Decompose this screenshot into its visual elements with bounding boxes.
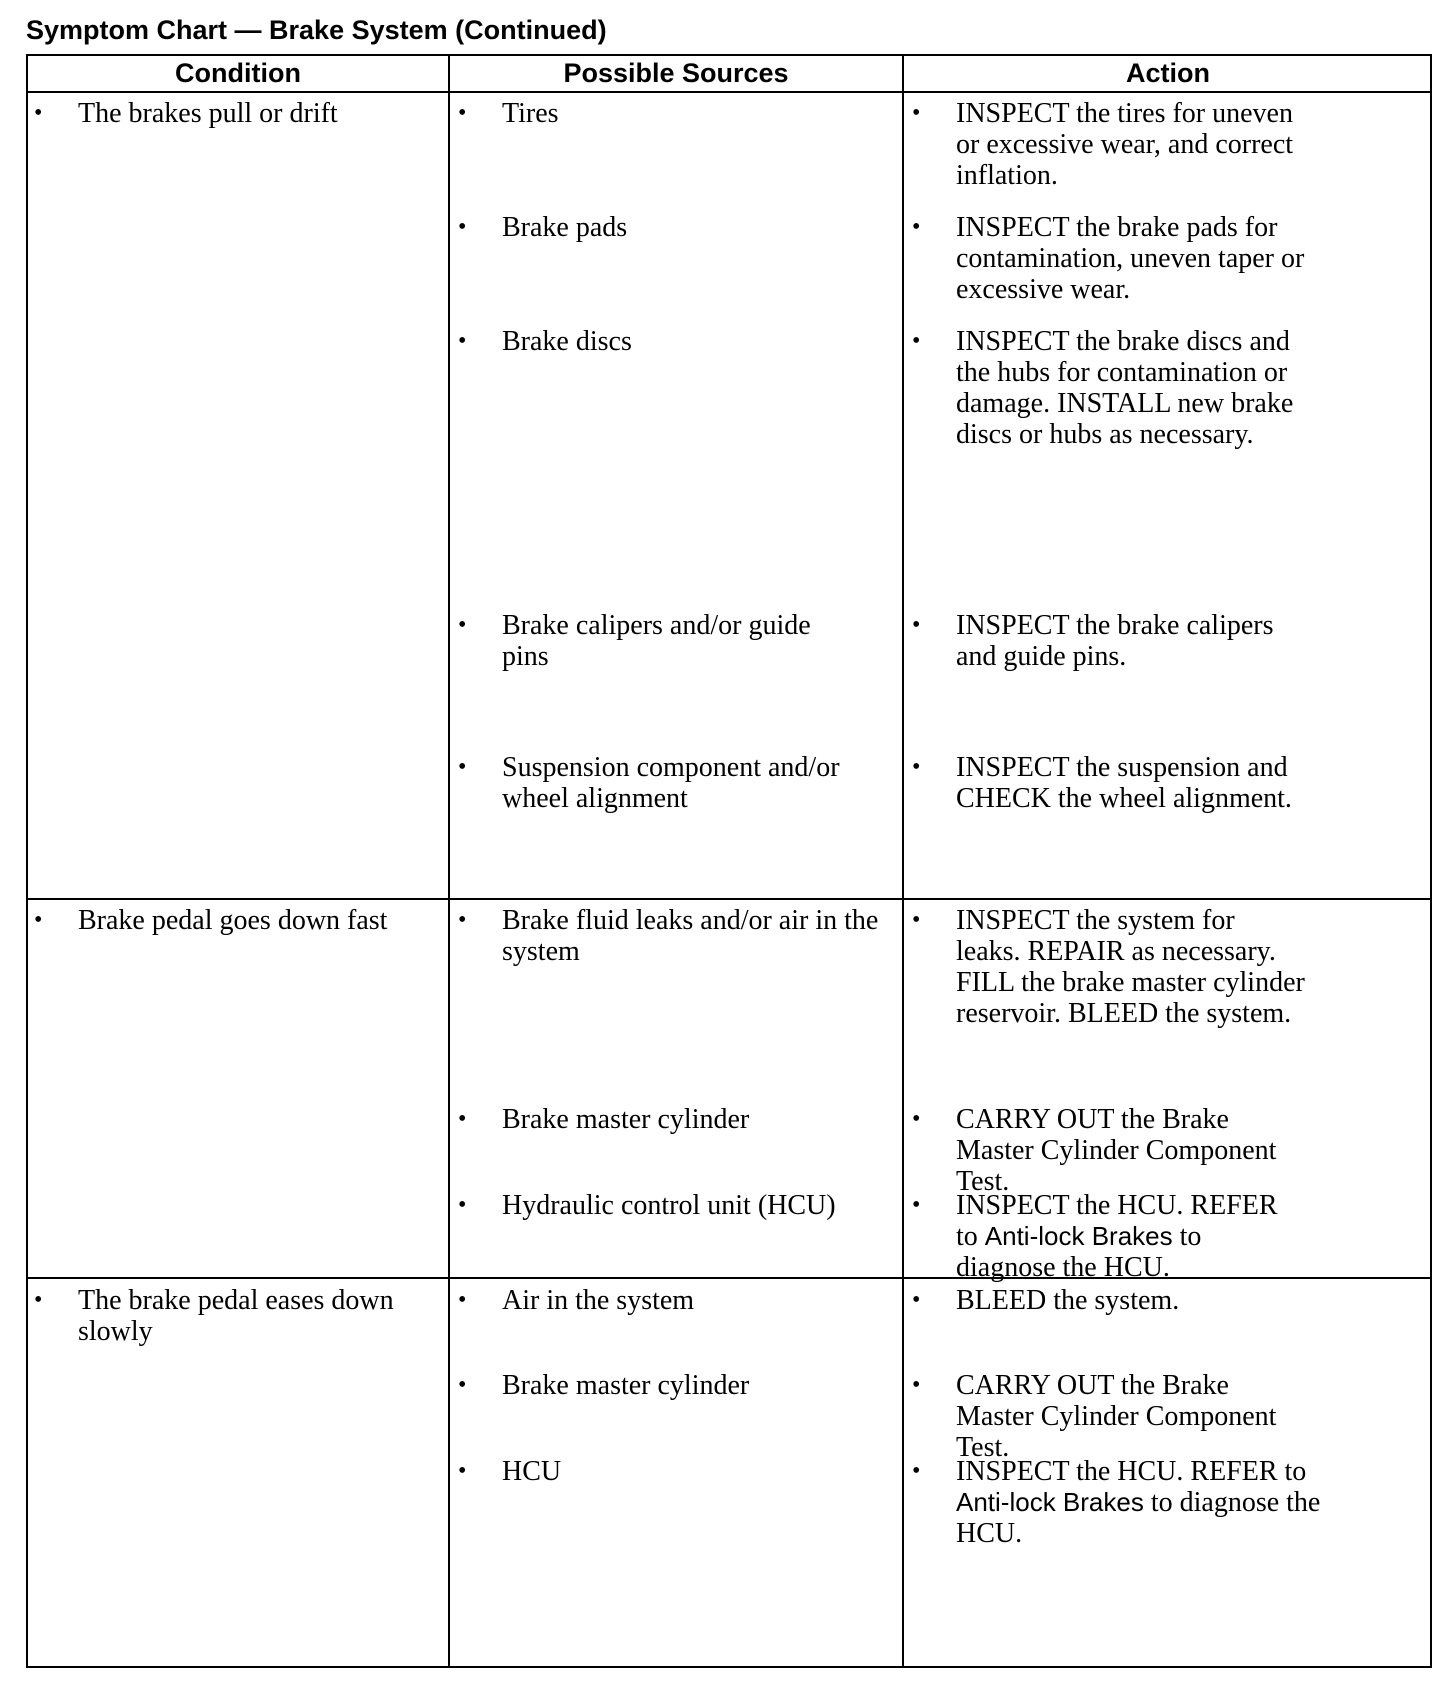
action-text: CARRY OUT the Brake Master Cylinder Component Test. <box>956 1104 1277 1197</box>
action-item <box>912 212 1316 305</box>
bullet-icon: • <box>458 1192 467 1218</box>
symptom-chart-table <box>26 54 1432 1668</box>
bullet-icon: • <box>912 1106 921 1132</box>
bullet-icon: • <box>912 1458 921 1484</box>
source-text: Brake pads <box>502 212 628 243</box>
source-item <box>458 905 882 967</box>
column-divider <box>902 56 904 1666</box>
action-item <box>912 98 1316 191</box>
source-text: Brake discs <box>502 326 632 357</box>
bullet-icon: • <box>34 1287 43 1313</box>
bullet-icon: • <box>458 754 467 780</box>
bullet-icon: • <box>458 100 467 126</box>
bullet-icon: • <box>458 328 467 354</box>
action-text: INSPECT the system for leaks. REPAIR as necessary. FILL the brake master cylinder reservoir. BLEED the system. <box>956 905 1305 1029</box>
bullet-icon: • <box>458 907 467 933</box>
action-item <box>912 326 1321 450</box>
bullet-icon: • <box>458 1287 467 1313</box>
action-item <box>912 1285 1316 1316</box>
bullet-icon: • <box>458 1372 467 1398</box>
bullet-icon: • <box>912 1192 921 1218</box>
action-text: CARRY OUT the Brake Master Cylinder Component Test. <box>956 1370 1277 1463</box>
action-item <box>912 752 1321 814</box>
bullet-icon: • <box>912 328 921 354</box>
action-text: INSPECT the tires for uneven or excessive wear, and correct inflation. <box>956 98 1294 191</box>
source-text: Brake calipers and/or guide pins <box>502 610 811 672</box>
source-item <box>458 610 862 672</box>
bullet-icon: • <box>458 214 467 240</box>
bullet-icon: • <box>912 1287 921 1313</box>
source-text: Hydraulic control unit (HCU) <box>502 1190 836 1221</box>
bullet-icon: • <box>912 100 921 126</box>
bullet-icon: • <box>912 612 921 638</box>
source-text: Brake master cylinder <box>502 1370 750 1401</box>
action-item <box>912 905 1306 1029</box>
source-item <box>458 326 892 357</box>
source-text: Brake master cylinder <box>502 1104 750 1135</box>
page-title: Symptom Chart — Brake System (Continued) <box>26 15 607 45</box>
bullet-icon: • <box>458 1106 467 1132</box>
condition-text: Brake pedal goes down fast <box>78 905 388 936</box>
bullet-icon: • <box>34 907 43 933</box>
source-item <box>458 1285 882 1316</box>
source-item <box>458 1456 882 1487</box>
source-text: Tires <box>502 98 559 129</box>
anti-lock-brakes-reference[interactable]: Anti-lock Brakes <box>984 1221 1173 1251</box>
source-text: Suspension component and/or wheel alignment <box>502 752 840 814</box>
action-item <box>912 1190 1301 1283</box>
action-item <box>912 1456 1326 1549</box>
bullet-icon: • <box>912 1372 921 1398</box>
row-divider <box>28 898 1430 900</box>
source-item <box>458 1104 882 1135</box>
bullet-icon: • <box>458 612 467 638</box>
action-text: INSPECT the HCU. REFER to Anti-lock Brakes to diagnose the HCU. <box>956 1456 1321 1549</box>
action-item <box>912 610 1316 672</box>
bullet-icon: • <box>458 1458 467 1484</box>
source-item <box>458 98 892 129</box>
condition-cell <box>34 98 438 129</box>
header-possible-sources: Possible Sources <box>563 58 789 88</box>
bullet-icon: • <box>34 100 43 126</box>
action-text: INSPECT the brake discs and the hubs for contamination or damage. INSTALL new brake discs or hubs as necessary. <box>956 326 1294 450</box>
source-text: Brake fluid leaks and/or air in the system <box>502 905 879 967</box>
condition-text: The brakes pull or drift <box>78 98 338 129</box>
condition-text: The brake pedal eases down slowly <box>78 1285 394 1347</box>
bullet-icon: • <box>912 907 921 933</box>
source-text: Air in the system <box>502 1285 695 1316</box>
action-item <box>912 1104 1301 1197</box>
source-item <box>458 752 882 814</box>
action-text: INSPECT the brake pads for contamination, uneven taper or excessive wear. <box>956 212 1305 305</box>
bullet-icon: • <box>912 754 921 780</box>
action-text: INSPECT the suspension and CHECK the wheel alignment. <box>956 752 1292 814</box>
action-text: BLEED the system. <box>956 1285 1180 1316</box>
column-divider <box>448 56 450 1666</box>
action-item <box>912 1370 1301 1463</box>
source-item <box>458 1190 892 1221</box>
action-text: INSPECT the brake calipers and guide pins. <box>956 610 1274 672</box>
source-item <box>458 212 892 243</box>
bullet-icon: • <box>912 214 921 240</box>
anti-lock-brakes-reference[interactable]: Anti-lock Brakes <box>956 1487 1144 1517</box>
condition-cell <box>34 905 438 936</box>
action-text: INSPECT the HCU. REFER to Anti-lock Brakes to diagnose the HCU. <box>956 1190 1278 1283</box>
condition-cell <box>34 1285 438 1347</box>
header-action: Action <box>1126 58 1210 88</box>
source-text: HCU <box>502 1456 562 1487</box>
source-item <box>458 1370 882 1401</box>
header-condition: Condition <box>175 58 301 88</box>
